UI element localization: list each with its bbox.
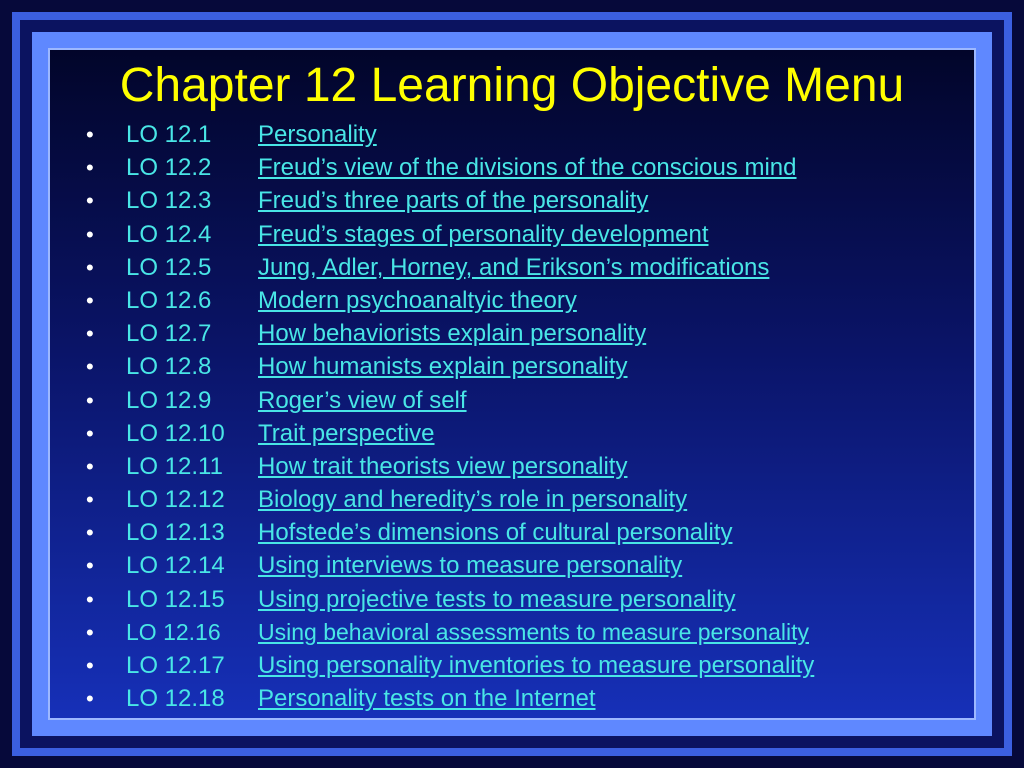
learning-objective-link[interactable] — [126, 652, 814, 679]
slide-title: Chapter 12 Learning Objective Menu — [119, 59, 905, 112]
lo-text: Jung, Adler, Horney, and Erikson’s modifications — [258, 253, 770, 281]
list-item — [80, 218, 814, 251]
lo-code: LO 12.1 — [126, 121, 212, 148]
list-item — [80, 483, 814, 516]
learning-objective-link[interactable] — [126, 420, 435, 447]
learning-objective-link[interactable] — [126, 586, 736, 613]
list-item — [80, 384, 814, 417]
list-item — [80, 184, 814, 217]
lo-text: Personality tests on the Internet — [258, 685, 596, 713]
lo-text: Using personality inventories to measure personality — [258, 652, 815, 679]
lo-text: How trait theorists view personality — [258, 452, 628, 480]
bullet-icon: • — [86, 453, 94, 479]
lo-text: Roger’s view of self — [258, 386, 467, 414]
list-item — [80, 682, 814, 715]
learning-objective-link[interactable] — [126, 519, 732, 546]
lo-code: LO 12.3 — [126, 187, 212, 215]
bullet-icon: • — [86, 221, 94, 247]
bullet-icon: • — [86, 287, 94, 313]
bullet-icon: • — [86, 686, 94, 712]
lo-code: LO 12.4 — [126, 220, 212, 248]
list-item — [80, 616, 814, 649]
lo-text: Trait perspective — [258, 419, 435, 447]
lo-code: LO 12.15 — [126, 585, 225, 613]
list-item — [80, 549, 814, 582]
bullet-icon: • — [86, 354, 94, 380]
learning-objective-link[interactable] — [126, 187, 648, 214]
learning-objective-link[interactable] — [126, 486, 687, 513]
slide-content — [48, 48, 976, 720]
bullet-icon: • — [86, 420, 94, 446]
list-item — [80, 450, 814, 483]
bullet-icon: • — [86, 487, 94, 513]
list-item — [80, 284, 814, 317]
bullet-icon: • — [86, 387, 94, 413]
bullet-icon: • — [86, 188, 94, 214]
lo-code: LO 12.11 — [126, 452, 223, 480]
learning-objective-link[interactable] — [126, 453, 627, 480]
learning-objective-link[interactable] — [126, 320, 646, 347]
lo-code: LO 12.7 — [126, 320, 212, 348]
lo-text: Using projective tests to measure personality — [258, 585, 736, 613]
learning-objective-link[interactable] — [126, 121, 377, 148]
learning-objective-link[interactable] — [126, 387, 467, 414]
bullet-icon: • — [86, 520, 94, 546]
list-item — [80, 118, 814, 151]
bullet-icon: • — [86, 619, 94, 645]
lo-code: LO 12.10 — [126, 419, 225, 447]
bullet-icon: • — [86, 553, 94, 579]
lo-text: Freud’s three parts of the personality — [258, 187, 649, 215]
list-item — [80, 151, 814, 184]
lo-text: Modern psychoanaltyic theory — [258, 286, 577, 314]
lo-code: LO 12.12 — [126, 486, 225, 514]
lo-code: LO 12.2 — [126, 154, 212, 182]
lo-text: Personality — [258, 121, 377, 148]
lo-code: LO 12.17 — [126, 652, 225, 679]
bullet-icon: • — [86, 321, 94, 347]
lo-text: How behaviorists explain personality — [258, 320, 647, 348]
lo-code: LO 12.14 — [126, 552, 225, 580]
learning-objective-link[interactable] — [126, 619, 809, 645]
list-item — [80, 417, 814, 450]
learning-objective-link[interactable] — [126, 154, 797, 181]
lo-text: Using behavioral assessments to measure personality — [258, 618, 809, 645]
bullet-icon: • — [86, 122, 94, 147]
list-item — [80, 516, 814, 549]
lo-code: LO 12.9 — [126, 386, 212, 414]
lo-text: Hofstede’s dimensions of cultural personality — [258, 519, 733, 547]
lo-code: LO 12.5 — [126, 253, 212, 281]
lo-text: How humanists explain personality — [258, 353, 628, 381]
learning-objective-link[interactable] — [126, 254, 769, 281]
lo-code: LO 12.13 — [126, 519, 225, 547]
learning-objective-link[interactable] — [126, 221, 708, 248]
list-item — [80, 583, 814, 616]
lo-text: Using interviews to measure personality — [258, 552, 683, 580]
bullet-icon: • — [86, 653, 94, 678]
lo-text: Freud’s stages of personality development — [258, 220, 709, 248]
bullet-icon: • — [86, 254, 94, 280]
list-item — [80, 350, 814, 383]
lo-code: LO 12.8 — [126, 353, 212, 381]
lo-code: LO 12.18 — [126, 685, 225, 713]
lo-text: Biology and heredity’s role in personality — [258, 486, 688, 514]
list-item — [80, 317, 814, 350]
learning-objective-link[interactable] — [126, 685, 596, 712]
bullet-icon: • — [86, 155, 94, 181]
bullet-icon: • — [86, 586, 94, 612]
learning-objective-link[interactable] — [126, 353, 628, 380]
lo-code: LO 12.6 — [126, 286, 212, 314]
list-item — [80, 251, 814, 284]
learning-objective-link[interactable] — [126, 287, 577, 314]
lo-code: LO 12.16 — [126, 618, 221, 645]
learning-objective-list — [80, 118, 814, 715]
learning-objective-link[interactable] — [126, 552, 682, 579]
lo-text: Freud’s view of the divisions of the conscious mind — [258, 154, 797, 182]
list-item — [80, 649, 814, 682]
